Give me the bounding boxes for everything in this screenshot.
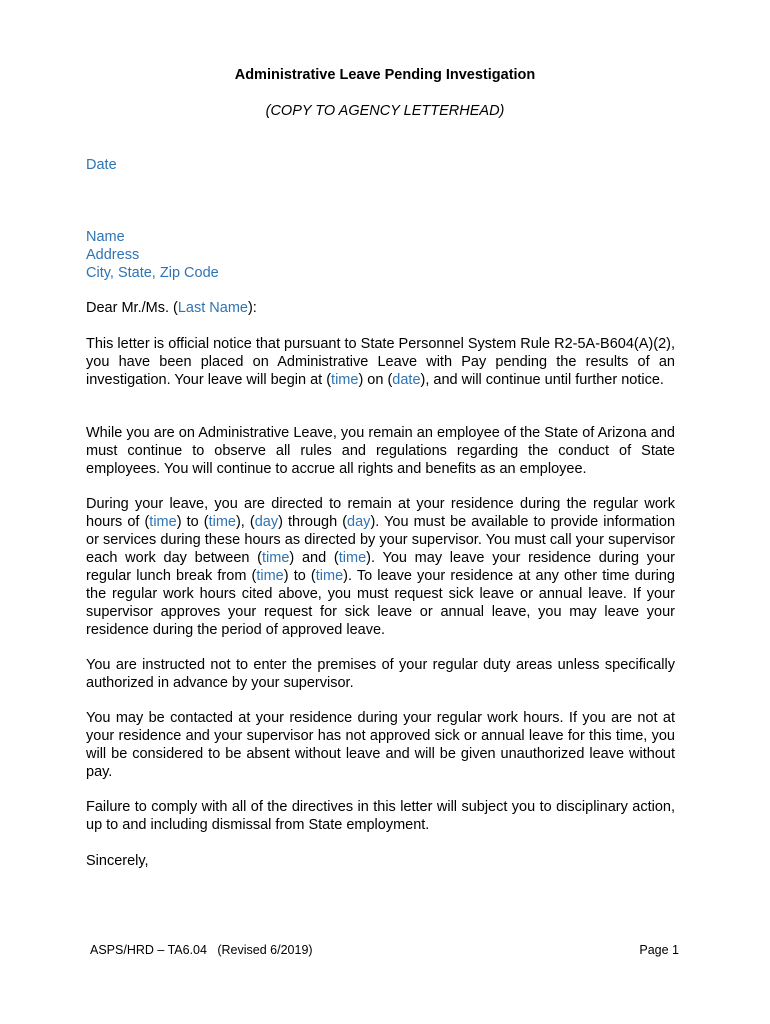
closing: Sincerely, (86, 853, 149, 869)
footer-form-id: ASPS/HRD – TA6.04 (Revised 6/2019) (90, 943, 313, 957)
paragraph-contact: You may be contacted at your residence during your regular work hours. If you are not at your residence and your supervisor has not approved sick or annual leave for this time, you will be considered to be absent without leave and will be given unauthorized leave without pay. (86, 710, 675, 780)
day-field: day (254, 514, 279, 530)
text-run: ) through ( (278, 514, 348, 530)
paragraph-notice (86, 335, 675, 389)
time-field: time (331, 372, 359, 388)
recipient-address-block (86, 228, 675, 282)
time-field: time (149, 514, 177, 530)
time-field: time (262, 550, 290, 566)
date-inline-field: date (392, 372, 421, 388)
salutation-prefix: Dear Mr./Ms. ( (86, 300, 178, 316)
paragraph-compliance: Failure to comply with all of the directives in this letter will subject you to disciplinary action, up to and including dismissal from State employment. (86, 799, 675, 833)
time-field: time (315, 568, 344, 584)
time-field: time (208, 514, 236, 530)
text-run: ). You may leave your residence during your regular lunch break from ( (86, 550, 675, 584)
document-title: Administrative Leave Pending Investigation (234, 67, 536, 83)
text-run: ). You must be available to provide information or services during these hours as directed by your supervisor. You must call your supervisor each work day between ( (86, 514, 676, 566)
paragraph-premises: You are instructed not to enter the premises of your regular duty areas unless specifically authorized in advance by your supervisor. (86, 657, 675, 691)
salutation-suffix: ): (247, 300, 257, 316)
text-run: ) to ( (283, 568, 316, 584)
text-run: During your leave, you are directed to remain at your residence during the regular work hours of ( (86, 496, 675, 530)
text-run: ), ( (235, 514, 255, 530)
recipient-name-field: Name (86, 229, 125, 245)
paragraph-employee-status: While you are on Administrative Leave, you remain an employee of the State of Arizona and must continue to observe all rules and regulations regarding the conduct of State employees. You will continue to accrue all rights and benefits as an employee. (86, 425, 675, 477)
letterhead-note: (COPY TO AGENCY LETTERHEAD) (265, 103, 505, 119)
text-run: ), and will continue until further notice. (420, 372, 664, 388)
text-run: ) on ( (358, 372, 393, 388)
date-field: Date (86, 157, 117, 173)
text-run: ). To leave your residence at any other time during the regular work hours cited above, you must request sick leave or annual leave. If your supervisor approves your request for sick leave or annual leave, you may leave your residence during the period of approved leave. (86, 568, 676, 638)
paragraph-residence-directive (86, 495, 675, 639)
text-run: This letter is official notice that pursuant to State Personnel System Rule R2-5A-B604(A)(2), you have been placed on Administrative Leave with Pay pending the results of an investigation. Your leave will begin at ( (86, 336, 675, 388)
recipient-address-field: Address (86, 247, 140, 263)
recipient-city-field: City, State, Zip Code (86, 265, 219, 281)
day-field: day (347, 514, 371, 530)
last-name-field: Last Name (177, 300, 248, 316)
time-field: time (338, 550, 367, 566)
time-field: time (256, 568, 284, 584)
text-run: ) to ( (176, 514, 209, 530)
footer-page-number: Page 1 (639, 943, 679, 957)
text-run: ) and ( (289, 550, 339, 566)
salutation (86, 299, 675, 317)
